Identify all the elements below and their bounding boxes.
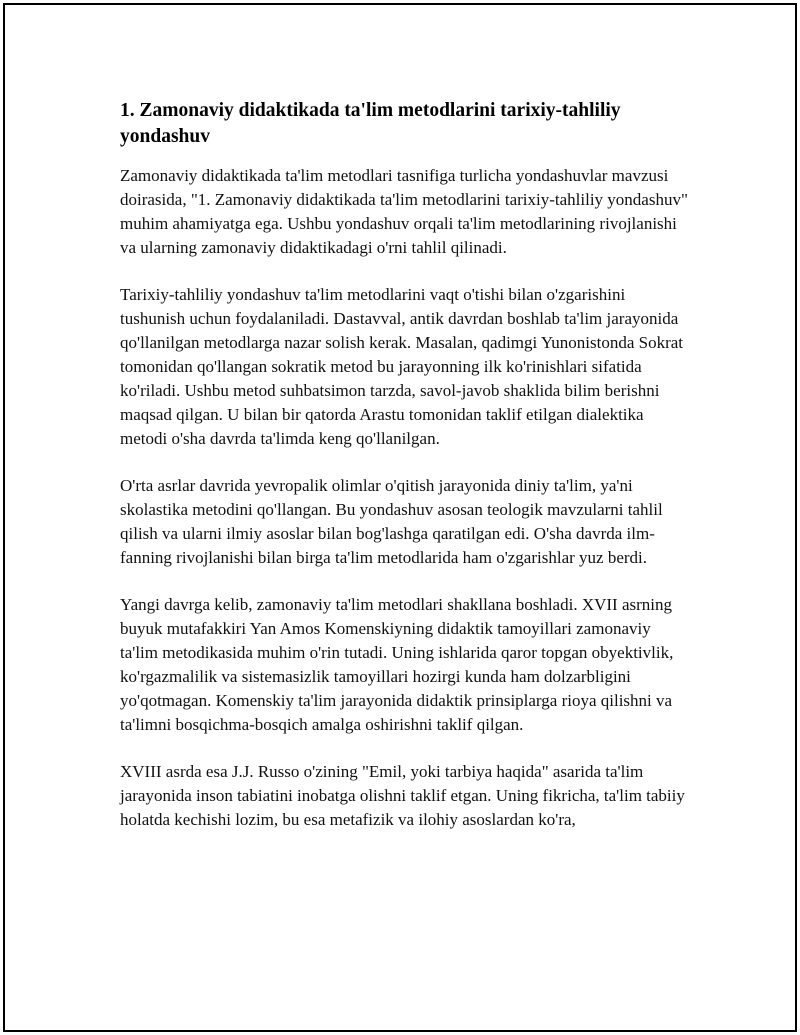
document-body — [120, 98, 692, 855]
section-heading: 1. Zamonaviy didaktikada ta'lim metodlarini tarixiy-tahliliy yondashuv — [120, 100, 621, 147]
paragraph-18th-century: XVIII asrda esa J.J. Russo o'zining "Emil, yoki tarbiya haqida" asarida ta'lim jarayonida inson tabiatini inobatga olishni taklif etgan. Uning fikricha, ta'lim tabiiy holatda kechishi lozim, bu esa metafizik va ilohiy asoslardan ko'ra, — [120, 762, 685, 829]
paragraph-historical-approach: Tarixiy-tahliliy yondashuv ta'lim metodlarini vaqt o'tishi bilan o'zgarishini tushunish uchun foydalaniladi. Dastavval, antik davrdan boshlab ta'lim jarayonida qo'llanilgan metodlarga nazar solish kerak. Masalan, qadimgi Yunonistonda Sokrat tomonidan qo'llangan sokratik metod bu jarayonning ilk ko'rinishlari sifatida ko'riladi. Ushbu metod suhbatsimon tarzda, savol-javob shaklida bilim berishni maqsad qilgan. U bilan bir qatorda Arastu tomonidan taklif etilgan dialektika metodi o'sha davrda ta'limda keng qo'llanilgan. — [120, 285, 683, 448]
paragraph-new-era: Yangi davrga kelib, zamonaviy ta'lim metodlari shakllana boshladi. XVII asrning buyuk mutafakkiri Yan Amos Komenskiyning didaktik tamoyillari zamonaviy ta'lim metodikasida muhim o'rin tutadi. Uning ishlarida qaror topgan obyektivlik, ko'rgazmalilik va sistemasizlik tamoyillari hozirgi kunda ham dolzarbligini yo'qotmagan. Komenskiy ta'lim jarayonida didaktik prinsiplarga rioya qilishni va ta'limni bosqichma-bosqich amalga oshirishni taklif qilgan. — [120, 595, 674, 734]
paragraph-middle-ages: O'rta asrlar davrida yevropalik olimlar o'qitish jarayonida diniy ta'lim, ya'ni skolastika metodini qo'llangan. Bu yondashuv asosan teologik mavzularni tahlil qilish va ularni ilmiy asoslar bilan bog'lashga qaratilgan edi. O'sha davrda ilm-fanning rivojlanishi bilan birga ta'lim metodlarida ham o'zgarishlar yuz berdi. — [120, 476, 663, 567]
paragraph-intro: Zamonaviy didaktikada ta'lim metodlari tasnifiga turlicha yondashuvlar mavzusi doirasida, "1. Zamonaviy didaktikada ta'lim metodlarini tarixiy-tahliliy yondashuv" muhim ahamiyatga ega. Ushbu yondashuv orqali ta'lim metodlarining rivojlanishi va ularning zamonaviy didaktikadagi o'rni tahlil qilinadi. — [120, 166, 688, 257]
page-frame — [3, 3, 797, 1032]
